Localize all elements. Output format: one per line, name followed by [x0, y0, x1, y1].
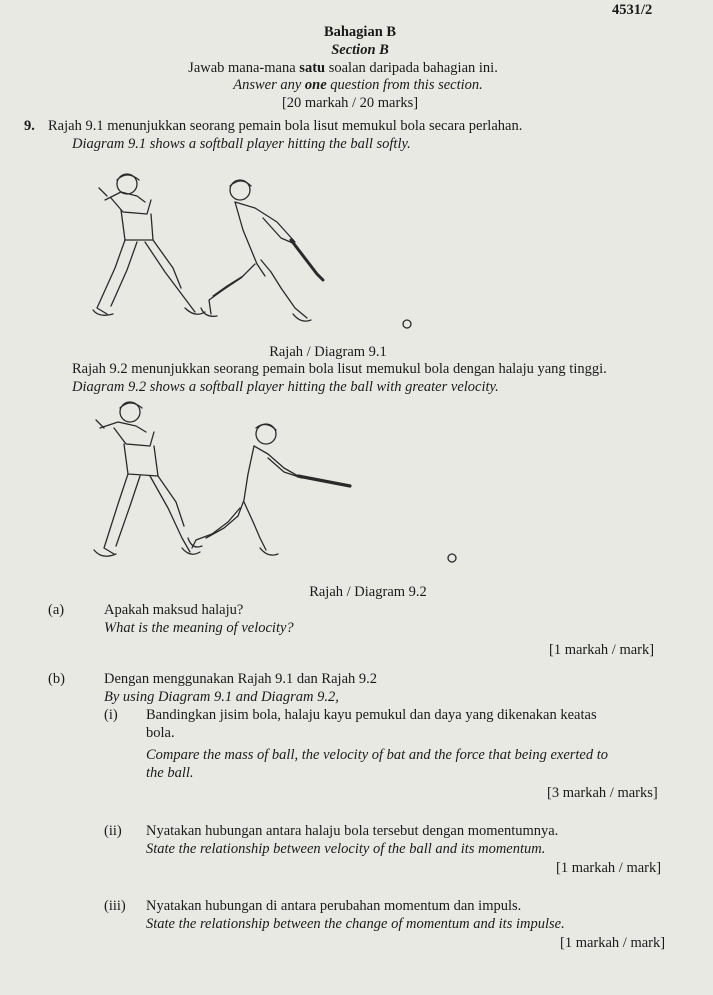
part-b-ii-en: State the relationship between velocity of the ball and its momentum.: [146, 841, 546, 857]
player-left-soft: [93, 174, 205, 315]
player-right-soft: [201, 180, 323, 321]
diagram1-caption: Rajah / Diagram 9.1: [269, 344, 387, 360]
part-b-ii-ms: Nyatakan hubungan antara halaju bola tersebut dengan momentumnya.: [146, 823, 559, 839]
section-instruction-ms: Jawab mana-mana satu soalan daripada bahagian ini.: [188, 60, 498, 76]
part-b-iii-label: (iii): [104, 898, 126, 914]
section-title-en: Section B: [331, 42, 389, 58]
part-b-i-marks: [3 markah / marks]: [547, 785, 658, 801]
part-b-i-en-1: Compare the mass of ball, the velocity of bat and the force that being exerted to: [146, 747, 609, 763]
ball-icon: [403, 320, 411, 328]
part-b-ms: Dengan menggunakan Rajah 9.1 dan Rajah 9.2: [104, 671, 378, 687]
part-a-label: (a): [48, 602, 65, 618]
intro1-ms: Rajah 9.1 menunjukkan seorang pemain bola lisut memukul bola secara perlahan.: [48, 118, 523, 134]
diagram-9-2-softball-fast: [88, 398, 468, 578]
intro2-ms: Rajah 9.2 menunjukkan seorang pemain bola lisut memukul bola dengan halaju yang tinggi.: [72, 361, 607, 377]
part-b-i-en-2: the ball.: [146, 765, 194, 781]
part-b-i-ms-2: bola.: [146, 725, 175, 741]
diagram-9-1-softball-soft: [85, 168, 415, 333]
part-b-label: (b): [48, 671, 65, 687]
part-b-iii-en: State the relationship between the change of momentum and its impulse.: [146, 916, 565, 932]
part-b-i-label: (i): [104, 707, 118, 723]
part-b-ii-marks: [1 markah / mark]: [556, 860, 662, 876]
ball-icon-2: [448, 554, 456, 562]
part-b-iii-ms: Nyatakan hubungan di antara perubahan momentum dan impuls.: [146, 898, 522, 914]
diagram2-caption: Rajah / Diagram 9.2: [309, 584, 427, 600]
part-b-i-ms-1: Bandingkan jisim bola, halaju kayu pemukul dan daya yang dikenakan keatas: [146, 707, 597, 723]
part-a-ms: Apakah maksud halaju?: [104, 602, 244, 618]
part-b-iii-marks: [1 markah / mark]: [560, 935, 666, 951]
player-right-fast: [188, 424, 350, 555]
part-b-en: By using Diagram 9.1 and Diagram 9.2,: [104, 689, 339, 705]
part-b-ii-label: (ii): [104, 823, 122, 839]
part-a-en: What is the meaning of velocity?: [104, 620, 294, 636]
paper-code: 4531/2: [612, 2, 653, 18]
intro2-en: Diagram 9.2 shows a softball player hitting the ball with greater velocity.: [72, 379, 499, 395]
section-instruction-en: Answer any one question from this section.: [233, 77, 483, 93]
part-a-marks: [1 markah / mark]: [549, 642, 655, 658]
section-marks: [20 markah / 20 marks]: [281, 95, 419, 111]
intro1-en: Diagram 9.1 shows a softball player hitting the ball softly.: [72, 136, 411, 152]
section-title-ms: Bahagian B: [323, 24, 397, 40]
question-number: 9.: [24, 118, 35, 134]
player-left-fast: [94, 402, 200, 556]
